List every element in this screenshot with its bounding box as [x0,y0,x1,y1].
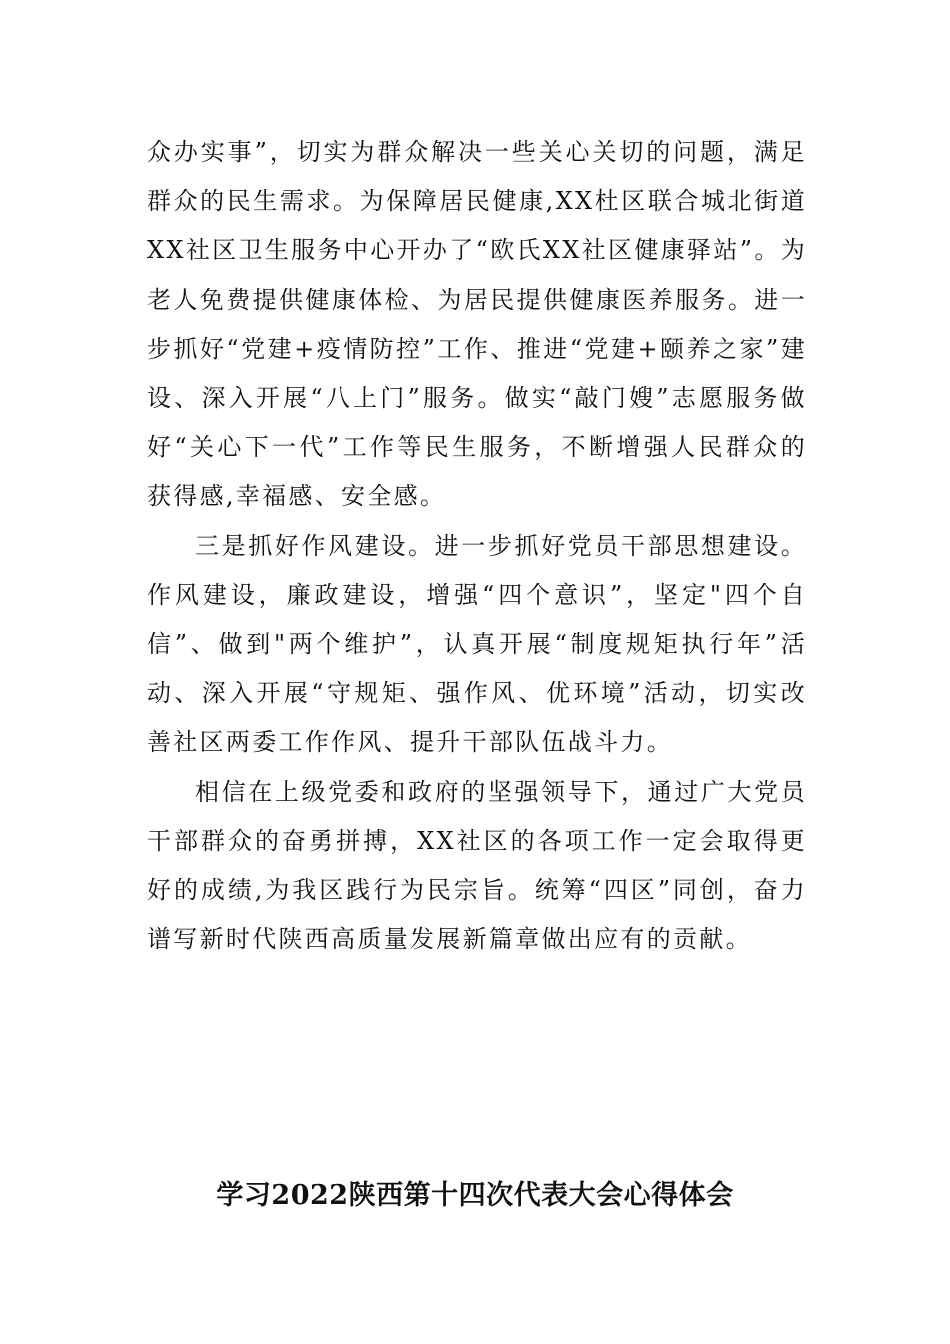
paragraph-conclusion: 相信在上级党委和政府的坚强领导下，通过广大党员干部群众的奋勇拼搏，XX社区的各项工作一定会取得更好的成绩,为我区践行为民宗旨。统筹“四区”同创，奋力谱写新时代陕西高质量发展新篇章做出应有的贡献。 [147,777,807,954]
section-heading: 学习2022陕西第十四次代表大会心得体会 [216,1180,734,1211]
paragraph-work-style: 三是抓好作风建设。进一步抓好党员干部思想建设。作风建设，廉政建设，增强“四个意识”，坚定"四个自信”、做到"两个维护”，认真开展“制度规矩执行年”活动、深入开展“守规矩、强作风、优环境”活动，切实改善社区两委工作作风、提升干部队伍战斗力。 [147,531,807,757]
document-body [147,128,807,964]
paragraph-community-services: 众办实事”，切实为群众解决一些关心关切的问题，满足群众的民生需求。为保障居民健康,XX杜区联合城北街道XX社区卫生服务中心开办了“欧氏XX社区健康驿站”。为老人免费提供健康体检、为居民提供健康医养服务。进一步抓好“党建+疫情防控”工作、推进“党建+颐养之家”建设、深入开展“八上门”服务。做实“敲门嫂”志愿服务做好“关心下一代”工作等民生服务，不断增强人民群众的获得感,幸福感、安全感。 [147,138,807,511]
